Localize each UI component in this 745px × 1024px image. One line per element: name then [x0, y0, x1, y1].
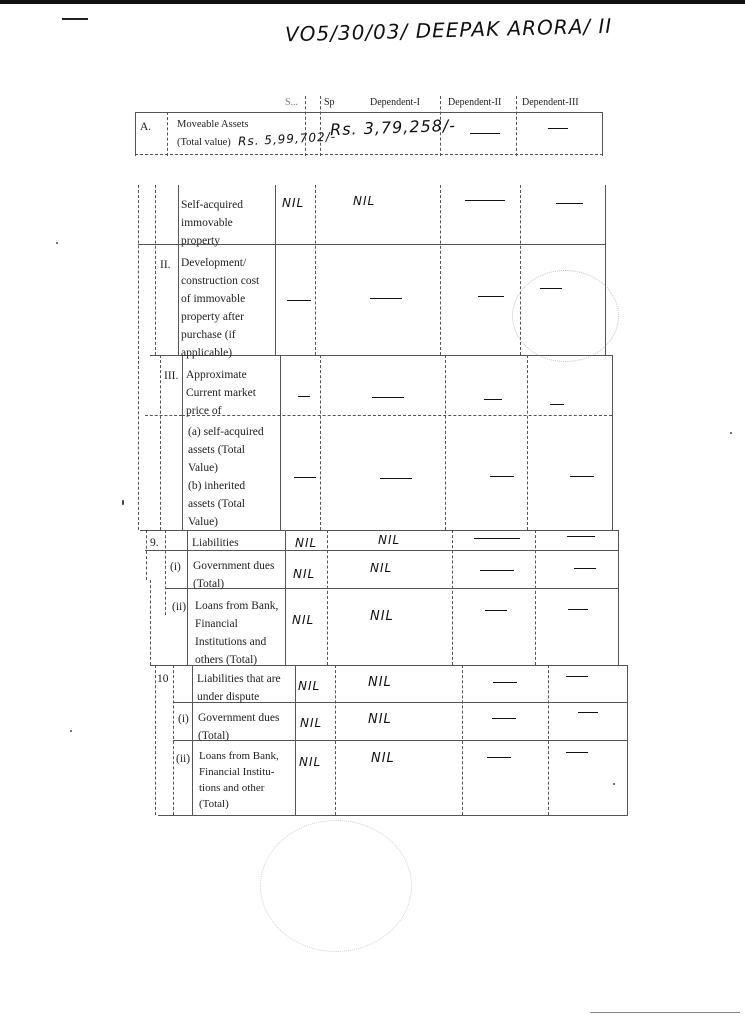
faint-stamp: [512, 270, 619, 362]
dep3-movable-dash: [548, 128, 568, 129]
nil-spouse-dispute: NIL: [368, 675, 392, 690]
dash: [574, 568, 596, 569]
speck: [122, 500, 124, 505]
nil-self-gov2: NIL: [300, 716, 323, 730]
scan-bottom-smudge: [590, 1012, 740, 1013]
dash: [492, 718, 516, 719]
nil-spouse-gov2: NIL: [368, 712, 392, 727]
scan-top-edge: [0, 0, 745, 4]
nil-spouse-loans2: NIL: [371, 751, 395, 766]
dispute-label: Liabilities that are under dispute: [197, 673, 281, 703]
speck: [613, 783, 615, 785]
dispute-num: 10: [157, 673, 169, 685]
nil-self-loans: NIL: [292, 613, 315, 627]
col-self: S...: [285, 97, 299, 108]
spouse-movable-value: Rs. 3,79,258/-: [329, 115, 457, 140]
dash: [478, 296, 504, 297]
speck: [56, 242, 58, 244]
nil-self-liab: NIL: [295, 536, 318, 550]
dash: [485, 610, 507, 611]
nil-spouse-1: NIL: [353, 194, 376, 208]
dash: [570, 476, 594, 477]
handwritten-header: VO5/30/03/ DEEPAK ARORA/ II: [284, 13, 613, 47]
market-label: Approximate Current market price of: [186, 369, 256, 417]
nil-spouse-liab: NIL: [378, 533, 401, 547]
nil-spouse-loans: NIL: [370, 609, 394, 624]
dash: [372, 397, 404, 398]
gov-num: (i): [170, 561, 181, 573]
self-movable-value: Rs. 5,99,702/-: [237, 129, 337, 149]
nil-spouse-gov: NIL: [370, 561, 393, 575]
dash: [484, 399, 502, 400]
loans2-num: (ii): [176, 753, 191, 765]
dash: [487, 757, 511, 758]
speck: [70, 730, 72, 732]
market-num: III.: [164, 370, 179, 382]
nil-self-gov: NIL: [293, 567, 316, 581]
row-a-text: Moveable Assets (Total value): [177, 119, 249, 148]
dash: [566, 676, 588, 677]
dash: [493, 682, 517, 683]
liabilities-num: 9.: [150, 537, 159, 549]
dash: [465, 200, 505, 201]
row-a-label: A.: [140, 121, 152, 133]
nil-self-dispute: NIL: [298, 679, 321, 693]
loans-label: Loans from Bank, Financial Institutions and others (Total): [195, 600, 279, 666]
dash: [380, 478, 412, 479]
dash: [556, 203, 583, 204]
dash: [474, 538, 520, 539]
gov-label: Government dues (Total): [193, 560, 275, 590]
liabilities-label: Liabilities: [192, 537, 239, 549]
corner-mark: [62, 18, 88, 20]
development-num: II.: [160, 259, 171, 271]
dash: [370, 298, 402, 299]
speck: [730, 432, 732, 434]
development-label: Development/ construction cost of immovable property after purchase (if applicable): [181, 257, 260, 359]
col-dependent-1: Dependent-I: [370, 97, 420, 108]
assets-label: (a) self-acquired assets (Total Value) (b) inherited assets (Total Value): [188, 426, 264, 528]
dash: [294, 477, 316, 478]
loans2-label: Loans from Bank, Financial Institu- tions and other (Total): [199, 750, 279, 810]
dash: [568, 609, 588, 610]
dash: [550, 404, 564, 405]
gov2-label: Government dues (Total): [198, 712, 280, 742]
nil-self-loans2: NIL: [299, 755, 322, 769]
gov2-num: (i): [178, 713, 189, 725]
loans-num: (ii): [172, 601, 187, 613]
dash: [480, 570, 514, 571]
dash: [578, 712, 598, 713]
dash: [287, 300, 311, 301]
self-acquired-label: Self-acquired immovable property: [181, 199, 243, 247]
col-dependent-3: Dependent-III: [522, 97, 579, 108]
col-dependent-2: Dependent-II: [448, 97, 502, 108]
dash: [566, 752, 588, 753]
dash: [567, 536, 595, 537]
dep2-movable-dash: [470, 133, 500, 134]
nil-self-1: NIL: [282, 196, 305, 210]
dash: [490, 476, 514, 477]
faint-seal: [260, 820, 412, 952]
col-spouse: Sp: [324, 97, 335, 108]
dash: [298, 396, 310, 397]
